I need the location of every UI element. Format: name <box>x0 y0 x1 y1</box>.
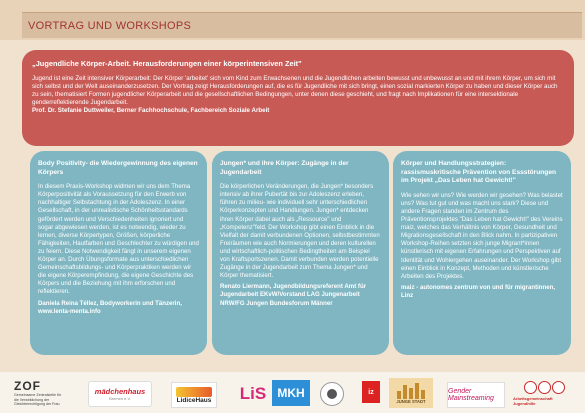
junge-stadt-logo-text: JUNGE STADT <box>396 398 426 404</box>
workshop-text-2: Die körperlichen Veränderungen, die Jungen* besonders intensiv ab ihrer Pubertät bis zur Adoleszenz erleben, führen zu milieu- wie individuell sehr unterschiedlichen Körperkonzepten und Handlungen. Jungen* entdecken ihren Körper dabei auch als „Ressource" und „Kompetenz"feld. Der Workshop gibt einen Einblick in die Vielfalt der damit verbundenen Optionen, selbstbestimmten Freiräumen wie auch Normierungen und deren kulturellen und wirtschaftlich-politischen Bedingtheiten am Beispiel von Kraftsportszenen. Damit verbunden werden potentielle Zugänge in der Jugendarbeit zum Thema Jungen* und Körper thematisiert. <box>220 183 380 280</box>
zof-logo <box>14 378 64 408</box>
gender-logo: Gender Mainstreaming <box>447 382 505 408</box>
workshop-title-2: Jungen* und ihre Körper: Zugänge in der Jugendarbeit <box>220 160 349 176</box>
workshop-card-1 <box>30 151 207 355</box>
intro-text <box>32 75 564 115</box>
workshop-card-3 <box>393 151 571 355</box>
workshop-text-1: In diesem Praxis-Workshop widmen wir uns dem Thema Körperpositivität als Voraussetzung für den Erwerb von nachhaltiger Selbstachtung in der Adoleszenz. In einer Gesellschaft, in der unrealistische Schönheitsstandards gefördert werden und Verschiedenheiten ignoriert und sogar abgewiesen werden, ist es notwendig, wieder zu lernen, diverse Körpertypen, Größen, körperliche Fähigkeiten, Hautfarben und Geschlechter zu würdigen und zu feiern. Diese Notwendigkeit fängt in unserem eigenen Körper an. Durch Übungsformate aus unterschiedlichen Gemeinschaftsbildungs- und Körperpraktiken werden wir die eigene Körperempfindung, die eigene Geschichte des Körpers und die Beziehung mit ihm erforschen und reflektieren. <box>38 183 199 296</box>
workshop-author-1: Daniela Reina Téllez, Bodyworkerin und Tänzerin, www.lenta-menta.info <box>38 299 182 315</box>
zof-logo-subtitle: Gemeinsame Zentralstelle für die Verwirklichung der Gleichberechtigung der Frau <box>14 393 62 407</box>
lis-logo: LiS <box>239 384 267 403</box>
page-title: VORTRAG UND WORKSHOPS <box>22 12 582 38</box>
zof-logo-mark: ZOF <box>14 379 41 394</box>
workshop-title-3: Körper und Handlungsstrategien: rassismuskritische Prävention von Essstörungen im Projekt „Das Leben hat Gewicht!" <box>401 160 557 185</box>
workshop-author-3: maiz - autonomes zentrum von und für migrantinnen, Linz <box>401 283 556 299</box>
workshop-card-2 <box>212 151 389 355</box>
maedchenhaus-logo-text: mädchenhaus <box>94 387 146 396</box>
jugendhilfe-logo-text: Arbeitsgemeinschaft Jugendhilfe <box>513 395 553 406</box>
junge-stadt-logo <box>389 378 433 408</box>
intro-title: „Jugendliche Körper-Arbeit. Herausforderungen einer körperintensiven Zeit" <box>32 59 302 68</box>
iz-logo: iz <box>362 381 380 403</box>
intro-box <box>22 50 574 146</box>
circle-logo <box>320 382 344 406</box>
maedchenhaus-logo <box>88 381 152 407</box>
circles-icon <box>524 381 565 394</box>
jugendhilfe-logo <box>513 379 575 407</box>
lidicehaus-logo-text: LidiceHaus <box>176 396 212 404</box>
maedchenhaus-logo-subtitle: Bremen e.V. <box>109 396 131 401</box>
skyline-icon <box>397 383 425 399</box>
workshop-author-2: Renato Liermann, Jugendbildungsreferent Amt für Jugendarbeit EKvW/Vorstand LAG Jungenarbeit NRW/FG Jungen Bundesforum Männer <box>220 283 367 307</box>
mkh-logo: MKH <box>272 380 310 406</box>
intro-author: Prof. Dr. Stefanie Duttweiler, Berner Fachhochschule, Fachbereich Soziale Arbeit <box>32 107 270 115</box>
lidicehaus-logo <box>171 382 217 408</box>
workshop-text-3: Wie sehen wir uns? Wie werden wir gesehen? Was belastet uns? Was tut gut und was macht uns stark? Diese und andere Fragen standen im Zentrum des Präventionsprojektes "Das Leben hat Gewicht!" des Vereins maiz, welches das Verhältnis von Körper, Gesundheit und Migrationsgesellschaft in den Blick nahm. In partizipativen Workshop-Reihen setzten sich junge Migrant*innen künstlerisch mit eigenen Erfahrungen und Perspektiven auf Identität und Wohlergehen auseinander. Der Workshop gibt einen Einblick in Konzept, Methoden und künstlerische Arbeiten des Projektes. <box>401 191 563 280</box>
workshop-title-1: Body Positivity- die Wiedergewinnung des eigenen Körpers <box>38 160 198 176</box>
lidicehaus-logo-image <box>176 387 212 397</box>
intro-body: Jugend ist eine Zeit intensiver Körperarbeit: Der Körper 'arbeitet' sich vom Kind zum Erwachsenen und die Jugendlichen arbeiten bewusst und unbewusst an und mit ihrem Körper, um sich mit sich selbst und der Welt auseinanderzusetzen. Der Vortrag zeigt Herausforderungen auf, die es für Jugendliche mit sich bringt, einen sozial markierten Körper zu haben und dieser Körper auch zu sein, thematisiert Formen jugendlicher Körperarbeit und die gesellschaftlichen Bedingungen, unter denen diese geschieht, und fragt nach Implikationen für eine intersektionale genderreflektierende Jugendarbeit. <box>32 75 558 107</box>
